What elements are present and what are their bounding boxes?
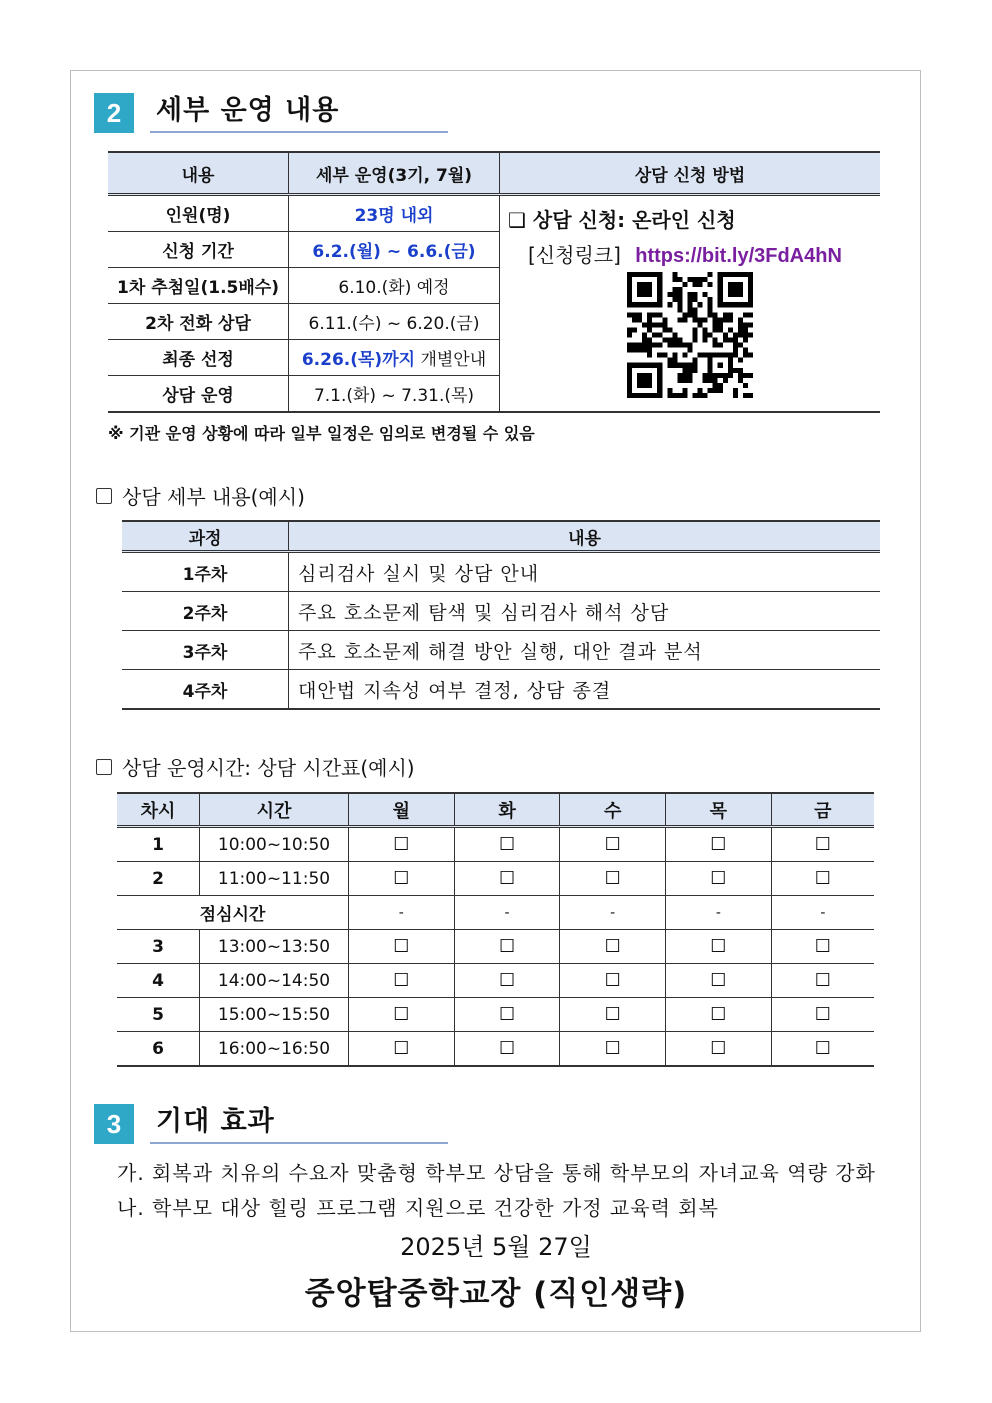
slot-checkbox[interactable]: ☐ (666, 998, 772, 1032)
section-title: 기대 효과 (150, 1099, 448, 1144)
slot-checkbox[interactable]: ☐ (454, 862, 560, 896)
signup-link[interactable]: https://bit.ly/3FdA4hN (635, 245, 842, 267)
session-time: 14:00~14:50 (200, 964, 349, 998)
slot-checkbox[interactable]: ☐ (454, 964, 560, 998)
session-number: 1 (117, 827, 200, 862)
slot-checkbox[interactable]: ☐ (560, 964, 666, 998)
session-time: 13:00~13:50 (200, 930, 349, 964)
slot-checkbox[interactable]: ☐ (666, 1032, 772, 1067)
slot-checkbox[interactable]: ☐ (666, 827, 772, 862)
row-value: 6.11.(수) ~ 6.20.(금) (289, 304, 500, 340)
header-course: 과정 (122, 521, 289, 552)
week-content: 주요 호소문제 탐색 및 심리검사 해석 상담 (289, 592, 881, 631)
header-fri: 금 (771, 793, 874, 827)
table-row (122, 552, 880, 592)
row-value: 6.2.(월) ~ 6.6.(금) (289, 232, 500, 268)
session-time: 11:00~11:50 (200, 862, 349, 896)
slot-checkbox[interactable]: ☐ (349, 998, 455, 1032)
table-row (122, 592, 880, 631)
week-label: 2주차 (122, 592, 289, 631)
slot-checkbox[interactable]: ☐ (454, 1032, 560, 1067)
lunch-row (117, 896, 874, 930)
schedule-note: ※ 기관 운영 상황에 따라 일부 일정은 임의로 변경될 수 있음 (108, 424, 535, 443)
qr-code-icon[interactable] (627, 272, 753, 398)
header-tue: 화 (454, 793, 560, 827)
week-content: 대안법 지속성 여부 결정, 상담 종결 (298, 679, 612, 702)
slot-checkbox[interactable]: ☐ (666, 930, 772, 964)
session-number: 6 (117, 1032, 200, 1067)
slot-checkbox[interactable]: ☐ (349, 930, 455, 964)
slot-checkbox[interactable]: ☐ (560, 1032, 666, 1067)
week-label: 3주차 (122, 631, 289, 670)
slot-checkbox[interactable]: ☐ (560, 930, 666, 964)
section-number: 3 (94, 1104, 134, 1144)
header-session: 차시 (117, 793, 200, 827)
slot-checkbox[interactable]: ☐ (771, 964, 874, 998)
detail-title: 상담 세부 내용(예시) (122, 485, 305, 509)
header-thu: 목 (666, 793, 772, 827)
session-time: 16:00~16:50 (200, 1032, 349, 1067)
section-title: 세부 운영 내용 (150, 88, 448, 133)
section-3-header (94, 1104, 448, 1144)
week-label: 4주차 (122, 670, 289, 710)
header-time: 시간 (200, 793, 349, 827)
header-method: 상담 신청 방법 (500, 152, 881, 195)
header-content: 내용 (289, 521, 881, 552)
table-row (117, 827, 874, 862)
slot-checkbox[interactable]: ☐ (560, 827, 666, 862)
slot-checkbox[interactable]: ☐ (771, 827, 874, 862)
slot-checkbox[interactable]: ☐ (349, 827, 455, 862)
session-time: 10:00~10:50 (200, 827, 349, 862)
slot-checkbox[interactable]: ☐ (560, 862, 666, 896)
section-2-header (94, 93, 448, 133)
row-label: 최종 선정 (108, 340, 289, 376)
slot-checkbox[interactable]: ☐ (454, 998, 560, 1032)
header-mon: 월 (349, 793, 455, 827)
link-line (528, 239, 880, 268)
row-value-bold: 6.26.(목)까지 (301, 350, 416, 370)
checkbox-icon (96, 488, 112, 504)
row-label: 1차 추첨일(1.5배수) (108, 268, 289, 304)
slot-checkbox[interactable]: ☐ (771, 998, 874, 1032)
method-title: ❑ 상담 신청: 온라인 신청 (508, 208, 736, 232)
effect-item: 가. 회복과 치유의 수요자 맞춤형 학부모 상담을 통해 학부모의 자녀교육 역량 강화 (117, 1161, 876, 1185)
row-value: 7.1.(화) ~ 7.31.(목) (289, 376, 500, 413)
slot-checkbox[interactable]: ☐ (771, 930, 874, 964)
slot-checkbox[interactable]: ☐ (349, 1032, 455, 1067)
checkbox-icon (96, 759, 112, 775)
slot-checkbox[interactable]: ☐ (666, 862, 772, 896)
week-content: 심리검사 실시 및 상담 안내 (289, 552, 881, 592)
lunch-dash: - (666, 896, 772, 930)
header-content: 내용 (108, 152, 289, 195)
lunch-dash: - (349, 896, 455, 930)
session-number: 5 (117, 998, 200, 1032)
row-value (289, 340, 500, 376)
row-label: 신청 기간 (108, 232, 289, 268)
signature: 중앙탑중학교장 (직인생략) (304, 1276, 688, 1312)
lunch-dash: - (771, 896, 874, 930)
slot-checkbox[interactable]: ☐ (349, 964, 455, 998)
table-row (117, 998, 874, 1032)
table-row (117, 930, 874, 964)
detail-table (122, 520, 880, 710)
schedule-heading (96, 752, 415, 781)
schedule-table (117, 792, 874, 1067)
schedule-title: 상담 운영시간: 상담 시간표(예시) (122, 756, 415, 780)
table-row (122, 670, 880, 710)
slot-checkbox[interactable]: ☐ (349, 862, 455, 896)
operation-table (108, 151, 880, 413)
row-label: 2차 전화 상담 (108, 304, 289, 340)
link-label: [신청링크] (528, 243, 621, 267)
slot-checkbox[interactable]: ☐ (666, 964, 772, 998)
session-number: 3 (117, 930, 200, 964)
table-row (122, 631, 880, 670)
table-row (117, 1032, 874, 1067)
row-value-rest: 개별안내 (415, 350, 487, 370)
header-detail: 세부 운영(3기, 7월) (289, 152, 500, 195)
row-label: 상담 운영 (108, 376, 289, 413)
session-number: 4 (117, 964, 200, 998)
table-row (117, 862, 874, 896)
table-row (117, 964, 874, 998)
document-date: 2025년 5월 27일 (400, 1233, 592, 1261)
session-number: 2 (117, 862, 200, 896)
row-value: 23명 내외 (289, 195, 500, 232)
week-label: 1주차 (122, 552, 289, 592)
lunch-dash: - (560, 896, 666, 930)
slot-checkbox[interactable]: ☐ (560, 998, 666, 1032)
row-label: 인원(명) (108, 195, 289, 232)
slot-checkbox[interactable]: ☐ (454, 827, 560, 862)
lunch-dash: - (454, 896, 560, 930)
session-time: 15:00~15:50 (200, 998, 349, 1032)
section-number: 2 (94, 93, 134, 133)
row-value: 6.10.(화) 예정 (289, 268, 500, 304)
lunch-label: 점심시간 (117, 896, 349, 930)
slot-checkbox[interactable]: ☐ (771, 862, 874, 896)
slot-checkbox[interactable]: ☐ (814, 1038, 831, 1059)
header-wed: 수 (560, 793, 666, 827)
slot-checkbox[interactable]: ☐ (454, 930, 560, 964)
effect-item: 나. 학부모 대상 힐링 프로그램 지원으로 건강한 가정 교육력 회복 (117, 1196, 719, 1220)
week-content: 주요 호소문제 해결 방안 실행, 대안 결과 분석 (289, 631, 881, 670)
detail-heading (96, 481, 305, 510)
